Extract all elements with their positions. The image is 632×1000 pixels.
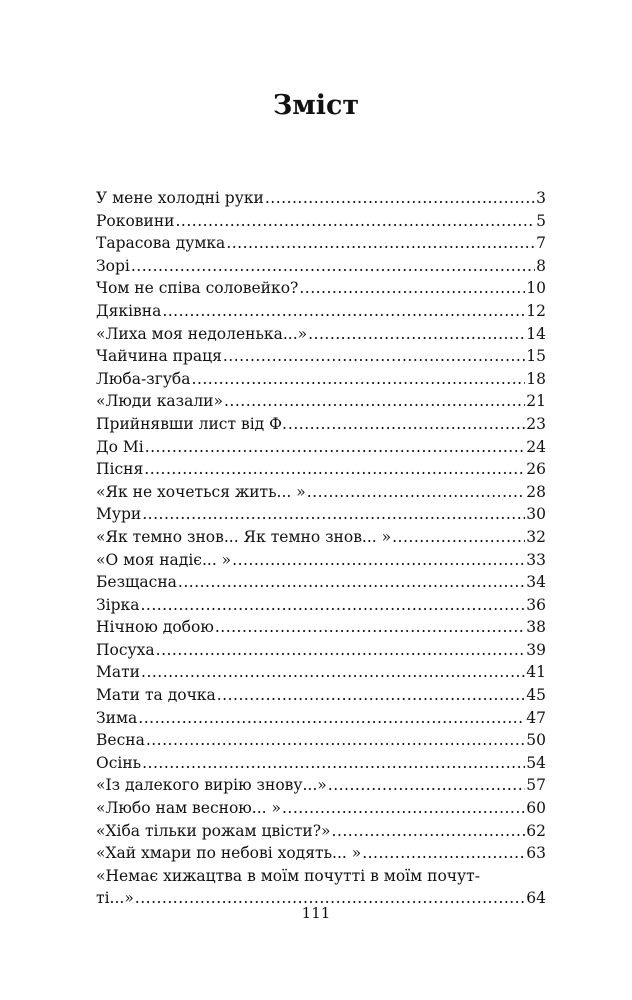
dot-leader xyxy=(162,300,525,323)
toc-entry xyxy=(96,255,546,278)
toc-entry-page: 57 xyxy=(526,776,546,795)
toc-entry xyxy=(96,707,546,730)
dot-leader xyxy=(265,187,535,210)
toc-entry-page: 64 xyxy=(526,889,546,908)
toc-entry xyxy=(96,413,546,436)
toc-entry-page: 14 xyxy=(526,324,546,343)
toc-entry-title: Весна xyxy=(96,731,145,750)
dot-leader xyxy=(282,797,525,820)
toc-entry-title: «Із далекого вирію знову...» xyxy=(96,776,327,795)
toc-entry-page: 34 xyxy=(526,573,546,592)
toc-entry-title: «Любо нам весною... » xyxy=(96,799,281,818)
toc-entry-title: «Немає хижацтва в моїм почутті в моїм почут- xyxy=(96,866,480,885)
toc-entry xyxy=(96,639,546,662)
toc-entry-title: «Як не хочеться жить... » xyxy=(96,482,306,501)
toc-entry-page: 30 xyxy=(526,505,546,524)
dot-leader xyxy=(226,232,535,255)
toc-entry-page: 18 xyxy=(526,369,546,388)
toc-entry xyxy=(96,300,546,323)
toc-entry-title: «О моя надіє... » xyxy=(96,550,232,569)
dot-leader xyxy=(307,481,526,504)
toc-entry-title: Зорі xyxy=(96,256,130,275)
toc-entry xyxy=(96,820,546,843)
toc-entry-title: Тарасова думка xyxy=(96,234,226,253)
toc-entry-page: 63 xyxy=(526,844,546,863)
toc-entry-title: Зима xyxy=(96,708,138,727)
toc-entry-page: 26 xyxy=(526,460,546,479)
dot-leader xyxy=(308,323,525,346)
dot-leader xyxy=(328,774,525,797)
page-title: Зміст xyxy=(272,90,360,121)
dot-leader xyxy=(223,345,525,368)
toc-entry-title: Посуха xyxy=(96,640,155,659)
dot-leader xyxy=(288,413,525,436)
toc-entry-page: 33 xyxy=(526,550,546,569)
dot-leader xyxy=(156,639,526,662)
toc-entry-page: 47 xyxy=(526,708,546,727)
toc-entry-page: 28 xyxy=(526,482,546,501)
toc-entry-page: 8 xyxy=(536,256,546,275)
toc-entry-title: У мене холодні руки xyxy=(96,189,264,207)
toc-entry xyxy=(96,571,546,594)
dot-leader xyxy=(217,684,526,707)
dot-leader xyxy=(131,255,535,278)
toc-entry-page: 7 xyxy=(536,234,546,253)
dot-leader xyxy=(146,729,525,752)
dot-leader xyxy=(141,661,525,684)
dot-leader xyxy=(192,368,526,391)
toc-entry xyxy=(96,481,546,504)
toc-entry-page: 36 xyxy=(526,595,546,614)
toc-entry-title: Прийнявши лист від Ф. xyxy=(96,414,287,433)
toc-entry-page: 50 xyxy=(526,731,546,750)
toc-entry-page: 32 xyxy=(526,527,546,546)
toc-entry-title: «Лиха моя недоленька...» xyxy=(96,324,308,343)
toc-entry-title: «Хіба тільки рожам цвісти?» xyxy=(96,821,331,840)
toc-entry xyxy=(96,594,546,617)
toc-entry xyxy=(96,503,546,526)
toc-entry-page: 21 xyxy=(526,392,546,411)
dot-leader xyxy=(178,571,525,594)
toc-entry xyxy=(96,390,546,413)
dot-leader xyxy=(145,436,526,459)
dot-leader xyxy=(232,549,525,572)
dot-leader xyxy=(142,503,525,526)
toc-entry-page: 24 xyxy=(526,437,546,456)
toc-entry-title-continued: ті...» xyxy=(96,889,134,908)
dot-leader xyxy=(392,526,525,549)
toc-entry-page: 45 xyxy=(526,686,546,705)
toc-entry xyxy=(96,458,546,481)
toc-entry xyxy=(96,729,546,752)
toc-entry-page: 39 xyxy=(526,640,546,659)
toc-entry-page: 12 xyxy=(526,301,546,320)
toc-entry-title: «Як темно знов... Як темно знов... » xyxy=(96,527,392,546)
dot-leader xyxy=(176,210,536,233)
toc-entry xyxy=(96,323,546,346)
toc-entry-title: Мури xyxy=(96,505,142,524)
toc-entry xyxy=(96,842,546,865)
toc-entry-title: Люба-згуба xyxy=(96,369,191,388)
toc-entry-page: 38 xyxy=(526,618,546,637)
toc-entry xyxy=(96,368,546,391)
toc-entry xyxy=(96,210,546,233)
toc-entry xyxy=(96,684,546,707)
page-number: 111 xyxy=(301,904,331,922)
toc-entry-page: 23 xyxy=(526,414,546,433)
toc-entry xyxy=(96,797,546,820)
toc-entry-title: Мати xyxy=(96,663,141,682)
toc-entry xyxy=(96,661,546,684)
toc-entry-title: «Хай хмари по небові ходять... » xyxy=(96,844,362,863)
toc-entry-title: Дяківна xyxy=(96,301,162,320)
toc-entry-page: 15 xyxy=(526,347,546,366)
dot-leader xyxy=(140,594,525,617)
toc-entry xyxy=(96,232,546,255)
dot-leader xyxy=(215,616,525,639)
toc-entry-page: 41 xyxy=(526,663,546,682)
dot-leader xyxy=(224,390,525,413)
toc-entry-title: Осінь xyxy=(96,753,142,772)
toc-entry-title: Зірка xyxy=(96,595,140,614)
toc-entry-title: Пісня xyxy=(96,460,144,479)
toc-entry-page: 54 xyxy=(526,753,546,772)
toc-entry xyxy=(96,277,546,300)
dot-leader xyxy=(299,277,525,300)
toc-entry-title: Чайчина праця xyxy=(96,347,222,366)
toc-entry xyxy=(96,345,546,368)
dot-leader xyxy=(144,458,525,481)
toc-entry-title: «Люди казали» xyxy=(96,392,223,411)
toc-entry-page: 5 xyxy=(536,211,546,230)
toc-entry xyxy=(96,549,546,572)
toc-entry xyxy=(96,526,546,549)
toc-entry-title: Мати та дочка xyxy=(96,686,216,705)
dot-leader xyxy=(138,707,525,730)
table-of-contents xyxy=(96,187,546,910)
toc-entry xyxy=(96,187,546,210)
toc-entry-page: 10 xyxy=(526,279,546,298)
toc-entry-page: 62 xyxy=(526,821,546,840)
toc-entry-title: Безщасна xyxy=(96,573,177,592)
toc-entry xyxy=(96,774,546,797)
toc-entry-first-line xyxy=(96,865,546,888)
toc-entry-title: До Мі xyxy=(96,437,144,456)
toc-entry xyxy=(96,436,546,459)
dot-leader xyxy=(362,842,525,865)
dot-leader xyxy=(142,752,525,775)
toc-entry xyxy=(96,752,546,775)
toc-entry-page: 3 xyxy=(536,189,546,207)
toc-entry-title: Чом не співа соловейко? xyxy=(96,279,299,298)
toc-entry-page: 60 xyxy=(526,799,546,818)
toc-entry xyxy=(96,616,546,639)
dot-leader xyxy=(332,820,526,843)
toc-entry-title: Роковини xyxy=(96,211,175,230)
toc-entry-title: Нічною добою xyxy=(96,618,214,637)
